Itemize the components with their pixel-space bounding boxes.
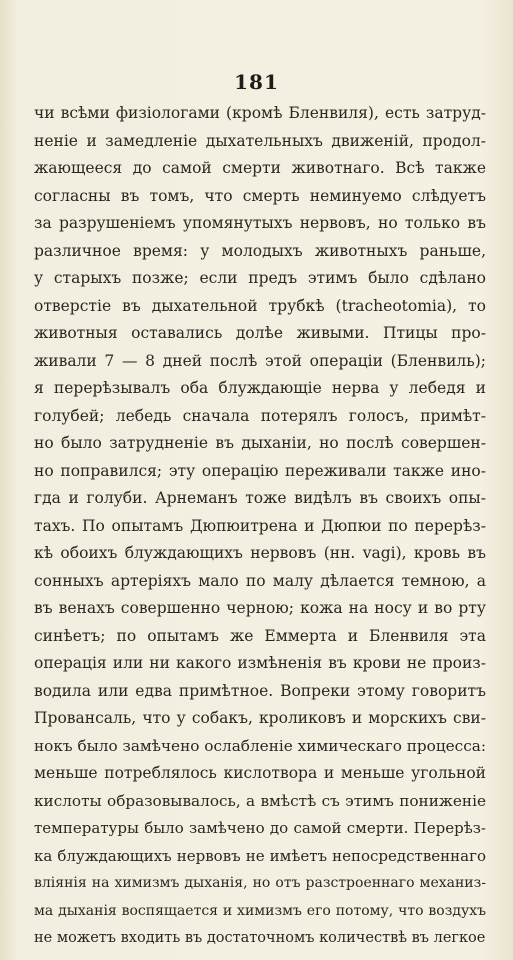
text-line: голубей; лебедь сначала потерялъ голосъ, примѣт- — [34, 406, 486, 425]
text-line: за разрушеніемъ упомянутыхъ нервовъ, но только въ — [34, 214, 486, 232]
text-line: я перерѣзывалъ оба блуждающіе нерва у лебедя и — [34, 379, 486, 397]
text-line: согласны въ томъ, что смерть неминуемо слѣдуетъ — [34, 186, 486, 205]
text-line: но поправился; эту операцію переживали также ино- — [34, 461, 486, 480]
text-line: отверстіе въ дыхательной трубкѣ (tracheotomia), то — [34, 296, 486, 315]
text-line: температуры было замѣчено до самой смерти. Перерѣз- — [34, 819, 486, 837]
text-line: тахъ. По опытамъ Дюпюитрена и Дюпюи по перерѣз- — [34, 516, 486, 535]
text-line: ка блуждающихъ нервовъ не имѣетъ непосредственнаго — [34, 846, 486, 865]
text-line: кислоты образовывалось, а вмѣстѣ съ этимъ пониженіе — [34, 791, 486, 810]
text-line: синѣетъ; по опытамъ же Еммерта и Бленвиля эта — [34, 626, 486, 645]
text-line: ма дыханія воспящается и химизмъ его потому, что воздухъ — [34, 902, 486, 919]
text-line: въ венахъ совершенно черною; кожа на носу и во рту — [34, 599, 486, 617]
text-line: Провансаль, что у собакъ, кроликовъ и морскихъ сви- — [34, 709, 486, 727]
text-line: кѣ обоихъ блуждающихъ нервовъ (нн. vagi), кровь въ — [34, 544, 486, 562]
text-line: нокъ было замѣчено ослабленіе химическаго процесса: — [34, 736, 486, 755]
text-line: сонныхъ артеріяхъ мало по малу дѣлается темною, а — [34, 571, 486, 590]
text-line: живали 7 — 8 дней послѣ этой операціи (Бленвиль); — [34, 351, 486, 370]
text-line: чи всѣми физіологами (кромѣ Бленвиля), есть затруд- — [34, 104, 486, 122]
body-text — [34, 100, 486, 953]
text-line: гда и голуби. Арнеманъ тоже видѣлъ въ своихъ опы- — [34, 489, 486, 507]
text-line: операція или ни какого измѣненія въ крови не произ- — [34, 654, 486, 672]
text-line: неніе и замедленіе дыхательныхъ движеній, продол- — [34, 131, 486, 150]
text-line: животныя оставались долѣе живыми. Птицы про- — [34, 324, 486, 342]
text-line: меньше потреблялось кислотвора и меньше угольной — [34, 764, 486, 782]
text-line: вліянія на химизмъ дыханія, но отъ разстроеннаго механиз- — [34, 875, 486, 891]
text-line: жающееся до самой смерти животнаго. Всѣ также — [34, 159, 486, 177]
text-line: у старыхъ позже; если предъ этимъ было сдѣлано — [34, 269, 486, 287]
text-line: различное время: у молодыхъ животныхъ раньше, — [34, 241, 486, 260]
text-line: водила или едва примѣтное. Вопреки этому говоритъ — [34, 681, 486, 700]
text-line: но было затрудненіе въ дыханіи, но послѣ совершен- — [34, 434, 486, 452]
text-line: не можетъ входить въ достаточномъ количествѣ въ легкое — [34, 930, 486, 946]
page-number: 181 — [234, 70, 279, 94]
